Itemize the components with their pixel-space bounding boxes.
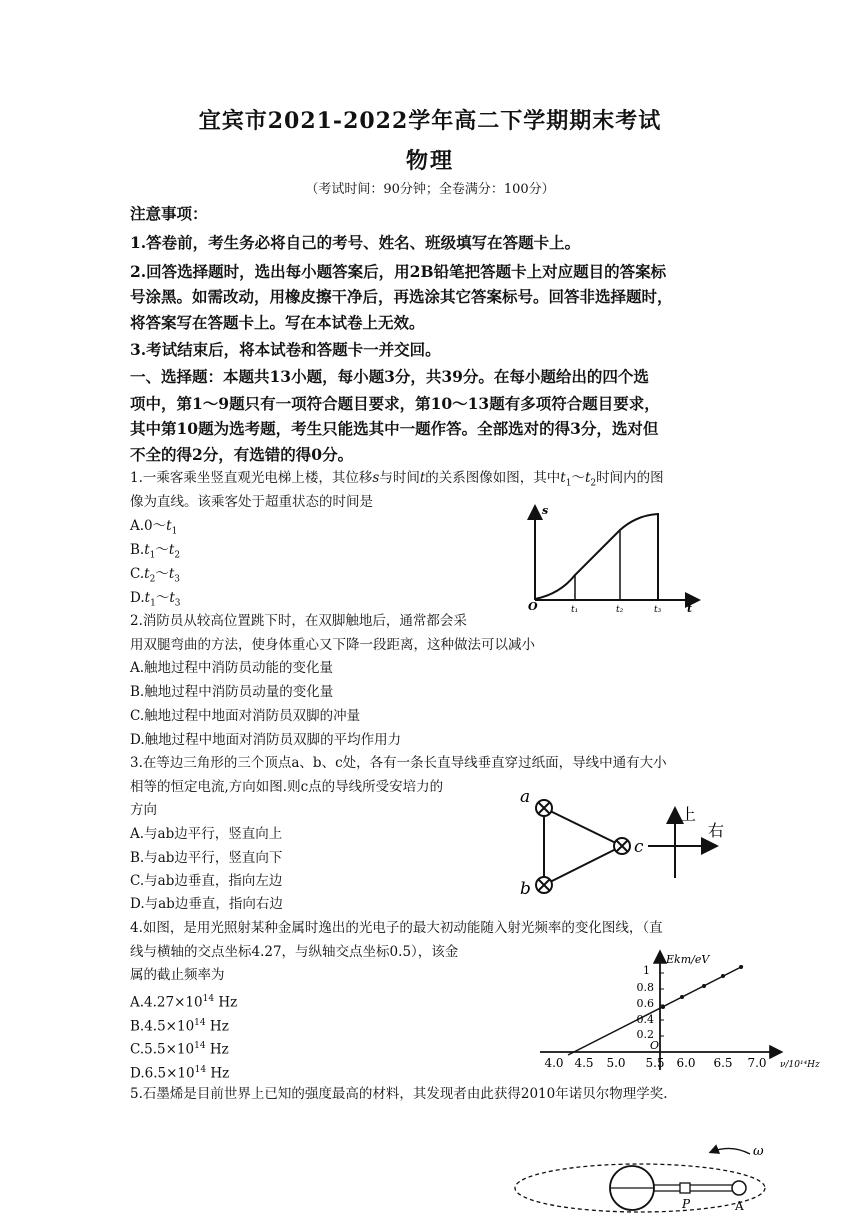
note-2-line-2: 号涂黑。如需改动，用橡皮擦干净后，再选涂其它答案标号。回答非选择题时， (130, 287, 673, 306)
q2-option-a: A.触地过程中消防员动能的变化量 (130, 660, 334, 676)
q2-stem-line-1: 2.消防员从较高位置跳下时，在双脚触地后，通常都会采 (130, 613, 467, 629)
q4-option-d: $D.6.5\times 10^{14}$ Hz (130, 1065, 230, 1082)
q4-x-tick: 4.0 (544, 1056, 564, 1070)
note-1: 1.答卷前，考生务必将自己的考号、姓名、班级填写在答题卡上。 (130, 233, 581, 252)
q3-stem-line-3: 方向 (130, 802, 157, 818)
q4-stem-line-1: 4.如图，是用光照射某种金属时逸出的光电子的最大初动能随入射光频率的变化图线，（直 (130, 920, 663, 936)
q1-t3-label: t₃ (654, 605, 662, 615)
q3-wire-c (614, 838, 630, 854)
q4-x-tick: 5.0 (606, 1056, 626, 1070)
q4-option-a: $A.4.27\times 10^{14}$ Hz (130, 994, 238, 1011)
q3-option-a: A.与ab边平行，竖直向上 (130, 826, 283, 842)
q1-origin-label: O (528, 600, 538, 613)
q4-option-c: $C.5.5\times 10^{14}$ Hz (130, 1041, 229, 1058)
q4-x-label: ν/10¹⁴Hz (780, 1060, 820, 1070)
section-1-line-1: 一、选择题：本题共13小题，每小题3分，共39分。在每小题给出的四个选 (130, 367, 649, 386)
q5-stem-line-1: 5.石墨烯是目前世界上已知的强度最高的材料，其发现者由此获得2010年诺贝尔物理学奖. (130, 1086, 668, 1102)
q3-label-a: a (520, 787, 531, 807)
q5-orbit-figure (505, 1138, 805, 1216)
q4-y-label: Ekm/eV (666, 953, 710, 966)
q1-option-c: $C.t_2\sim t_3$ (130, 566, 180, 585)
q5-p-label: P (682, 1197, 691, 1211)
exam-title: 宜宾市2021-2022学年高二下学期期末考试 (198, 108, 662, 134)
q3-label-b: b (520, 879, 531, 899)
note-2-line-1: 2.回答选择题时，选出每小题答案后，用2B铅笔把答题卡上对应题目的答案标 (130, 262, 667, 281)
q3-stem-line-2: 相等的恒定电流,方向如图.则c点的导线所受安培力的 (130, 779, 444, 795)
q2-option-d: D.触地过程中地面对消防员双脚的平均作用力 (130, 732, 402, 748)
q3-option-b: B.与ab边平行，竖直向下 (130, 850, 283, 866)
q4-y-tick: 0.4 (636, 1013, 654, 1026)
notes-heading: 注意事项： (130, 204, 208, 223)
section-1-line-2: 项中，第1～9题只有一项符合题目要求，第10～13题有多项符合题目要求， (130, 394, 660, 413)
q1-stem-line-2: 像为直线。该乘客处于超重状态的时间是 (130, 494, 373, 510)
q4-point (702, 984, 706, 988)
q1-st-graph (515, 500, 705, 615)
q4-stem-line-2: 线与横轴的交点坐标4.27，与纵轴交点坐标0.5），该金 (130, 944, 459, 960)
q5-a-label: A (735, 1199, 744, 1213)
q2-option-c: C.触地过程中地面对消防员双脚的冲量 (130, 708, 361, 724)
q4-point (739, 965, 743, 969)
q5-omega-arrow (711, 1148, 750, 1154)
q4-point (721, 974, 725, 978)
exam-subject: 物理 (405, 148, 454, 174)
q1-t-label: t (687, 602, 693, 615)
q3-option-c: C.与ab边垂直，指向左边 (130, 873, 283, 889)
exam-info: （考试时间：90分钟；全卷满分：100分） (305, 182, 555, 197)
q1-option-a: $A.0\sim t_1$ (130, 518, 178, 537)
q3-wire-a (536, 800, 552, 816)
q1-s-label: s (542, 504, 549, 517)
q4-point (661, 1005, 665, 1009)
note-2-line-3: 将答案写在答题卡上。写在本试卷上无效。 (130, 313, 425, 332)
q3-edge-ac (544, 808, 622, 846)
q4-x-tick: 4.5 (574, 1056, 594, 1070)
q4-x-tick: 6.5 (713, 1056, 733, 1070)
q4-option-b: $B.4.5\times 10^{14}$ Hz (130, 1018, 229, 1035)
q4-x-tick: 6.0 (676, 1056, 696, 1070)
q4-y-tick: 1 (643, 964, 650, 977)
q4-y-tick: 0.2 (636, 1028, 654, 1041)
q3-up-label: 上 (680, 805, 697, 824)
q4-stem-line-3: 属的截止频率为 (130, 967, 225, 983)
q4-photoelectric-graph (530, 945, 830, 1075)
section-1-line-3: 其中第10题为选考题，考生只能选其中一题作答。全部选对的得3分，选对但 (130, 419, 659, 438)
q4-x-tick: 7.0 (747, 1056, 767, 1070)
q1-curve (535, 514, 658, 600)
q3-wire-b (536, 877, 552, 893)
q2-stem-line-2: 用双腿弯曲的方法，使身体重心又下降一段距离，这种做法可以减小 (130, 637, 535, 653)
q4-point (680, 995, 684, 999)
q3-stem-line-1: 3.在等边三角形的三个顶点a、b、c处，各有一条长直导线垂直穿过纸面，导线中通有大小 (130, 755, 667, 771)
q1-stem-line-1: 1.一乘客乘坐竖直观光电梯上楼，其位移s与时间t的关系图像如图，其中$t_1\sim t_2$时间内的图 (130, 470, 664, 489)
q3-triangle-figure (510, 780, 750, 905)
q1-option-b: $B.t_1\sim t_2$ (130, 542, 181, 561)
q3-label-c: c (634, 837, 644, 857)
q3-option-d: D.与ab边垂直，指向右边 (130, 896, 283, 912)
q5-point-p (680, 1183, 690, 1193)
note-3: 3.考试结束后，将本试卷和答题卡一并交回。 (130, 340, 441, 359)
q4-x-tick: 5.5 (645, 1056, 665, 1070)
q4-y-tick: 0.6 (636, 997, 654, 1010)
q5-omega-label: ω (753, 1144, 764, 1159)
q1-t2-label: t₂ (616, 605, 624, 615)
q1-option-d: $D.t_1\sim t_3$ (130, 590, 181, 609)
q4-y-tick: 0.8 (636, 981, 654, 994)
q3-edge-bc (544, 846, 622, 885)
q3-right-label: 右 (708, 821, 725, 840)
q2-option-b: B.触地过程中消防员动量的变化量 (130, 684, 334, 700)
section-1-line-4: 不全的得2分，有选错的得0分。 (130, 445, 354, 464)
q4-origin-label: O (650, 1039, 660, 1052)
q1-t1-label: t₁ (571, 605, 579, 615)
q5-satellite-a (732, 1181, 746, 1195)
